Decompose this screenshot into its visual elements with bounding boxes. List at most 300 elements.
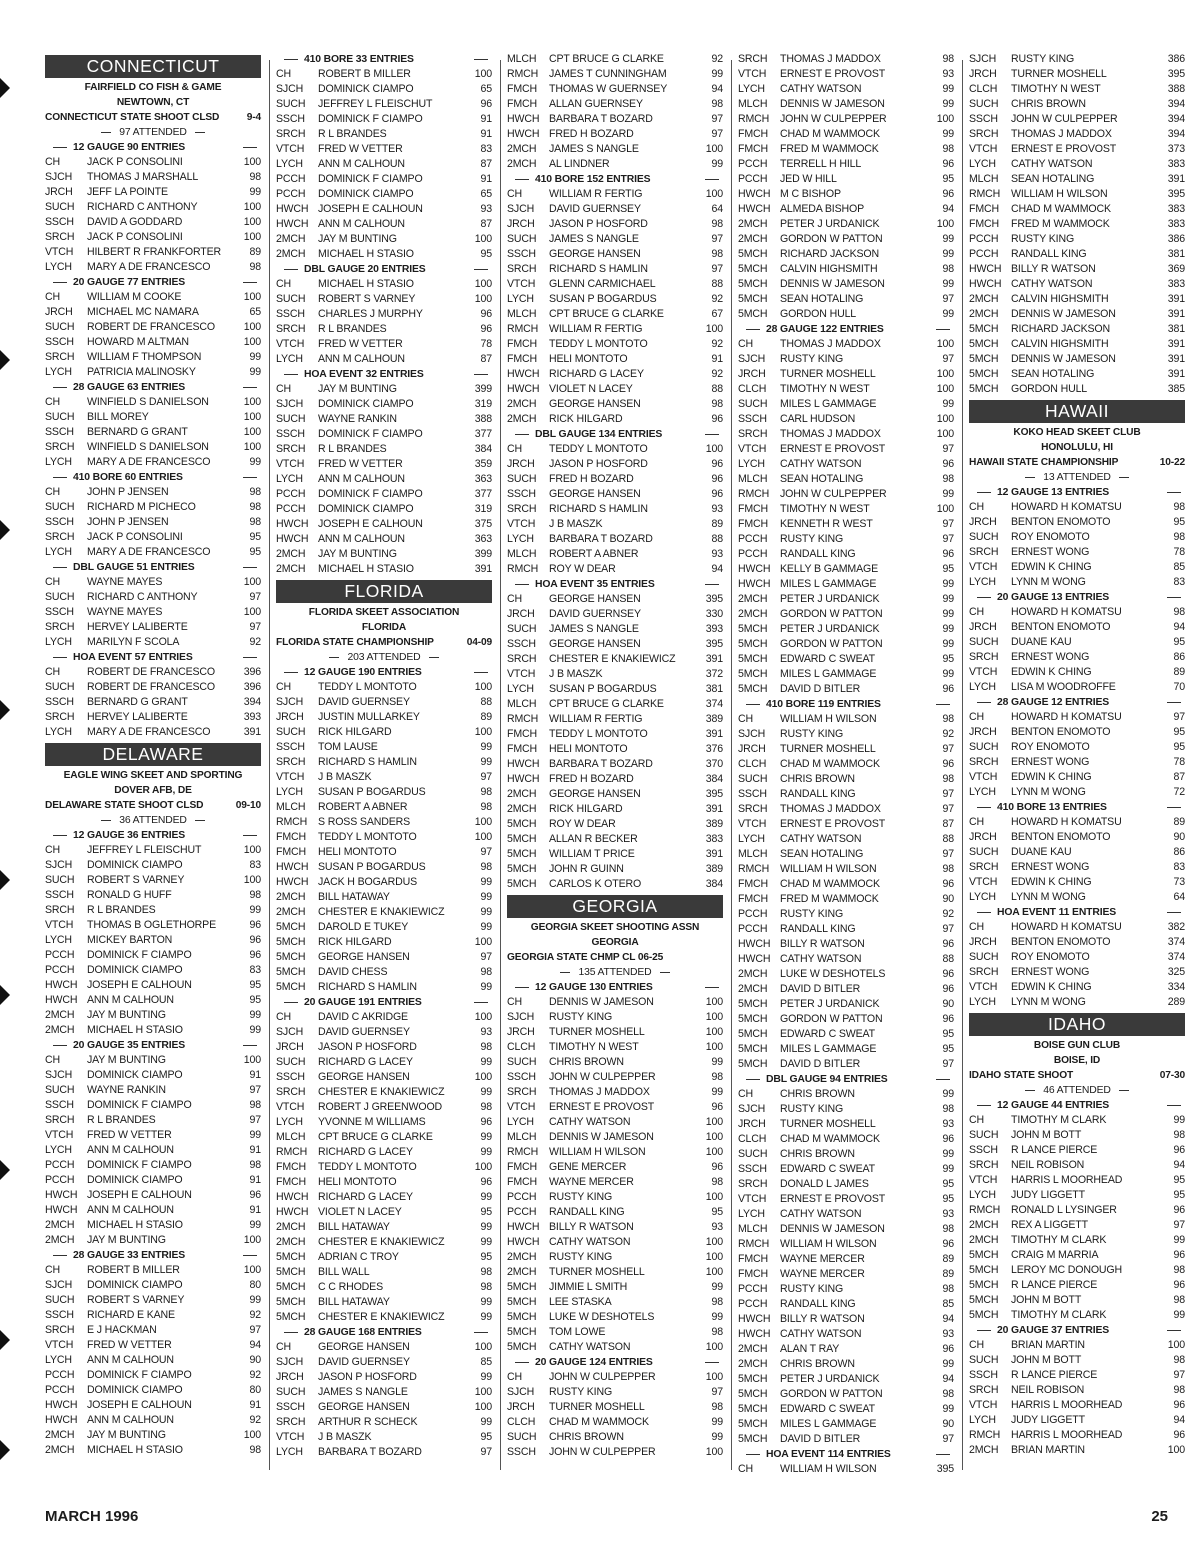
- shooter-name: DOMINICK CIAMPO: [318, 188, 414, 200]
- result-row: [738, 1102, 954, 1117]
- shooter-name: ROBERT DE FRANCESCO: [87, 681, 216, 693]
- score: 85: [942, 1298, 954, 1310]
- shooter-name: BERNARD G GRANT: [87, 426, 188, 438]
- result-row: [45, 455, 261, 470]
- score: 99: [480, 1236, 492, 1248]
- result-row: [969, 545, 1185, 560]
- shooter-name: TIMOTHY N WEST: [549, 1041, 639, 1053]
- result-row: [738, 1417, 954, 1432]
- shooter-name: MILES L GAMMAGE: [780, 668, 877, 680]
- category-code: LYCH: [969, 158, 996, 170]
- shooter-name: ROBERT S VARNEY: [87, 874, 185, 886]
- score: 88: [711, 383, 723, 395]
- score: 97: [480, 846, 492, 858]
- category-code: PCCH: [738, 1298, 768, 1310]
- score: 98: [711, 1071, 723, 1083]
- result-row: [738, 967, 954, 982]
- shooter-name: THOMAS J MADDOX: [549, 1086, 650, 1098]
- score: 99: [942, 398, 954, 410]
- score: 97: [942, 353, 954, 365]
- score: 98: [711, 218, 723, 230]
- score: 94: [1173, 1414, 1185, 1426]
- category-code: CLCH: [738, 383, 767, 395]
- result-row: [507, 1205, 723, 1220]
- category-code: PCCH: [45, 949, 75, 961]
- shooter-name: DENNIS W JAMESON: [549, 996, 654, 1008]
- shooter-name: ERNEST E PROVOST: [780, 68, 886, 80]
- result-row: [276, 217, 492, 232]
- category-code: SSCH: [45, 696, 74, 708]
- category-code: SUCH: [738, 1148, 768, 1160]
- result-row: [45, 1203, 261, 1218]
- category-code: PCCH: [45, 1174, 75, 1186]
- shooter-name: JAY M BUNTING: [318, 383, 397, 395]
- result-row: [969, 232, 1185, 247]
- result-row: [507, 652, 723, 667]
- score: 100: [705, 143, 723, 155]
- club-name: FAIRFIELD CO FISH & GAME: [84, 82, 222, 93]
- score: 91: [480, 128, 492, 140]
- category-code: SUCH: [969, 741, 999, 753]
- shooter-name: MARY A DE FRANCESCO: [87, 456, 211, 468]
- score: 334: [1167, 981, 1185, 993]
- result-row: [738, 652, 954, 667]
- result-row: [276, 875, 492, 890]
- shooter-name: ANN M CALHOUN: [318, 533, 405, 545]
- result-row: [507, 832, 723, 847]
- score: 383: [1167, 278, 1185, 290]
- result-row: [507, 337, 723, 352]
- result-row: [969, 112, 1185, 127]
- score: 96: [711, 488, 723, 500]
- score: 95: [942, 1043, 954, 1055]
- shooter-name: WILLIAM R FERTIG: [549, 188, 643, 200]
- category-code: HWCH: [276, 876, 309, 888]
- category-code: SUCH: [969, 951, 999, 963]
- event-heading: HOA EVENT 35 ENTRIES: [507, 577, 723, 592]
- score: 98: [942, 473, 954, 485]
- category-code: PCCH: [507, 1206, 537, 1218]
- shooter-name: JOHN W CULPEPPER: [549, 1371, 656, 1383]
- category-code: SUCH: [507, 1431, 537, 1443]
- event-heading: 20 GAUGE 77 ENTRIES: [45, 275, 261, 290]
- shooter-name: HELI MONTOTO: [318, 846, 397, 858]
- score: 369: [1167, 263, 1185, 275]
- result-row: [45, 1143, 261, 1158]
- result-row: [969, 82, 1185, 97]
- category-code: CH: [276, 278, 292, 290]
- category-code: VTCH: [507, 278, 536, 290]
- shooter-name: WILLIAM R FERTIG: [549, 323, 643, 335]
- category-code: VTCH: [507, 518, 536, 530]
- category-code: SRCH: [45, 621, 75, 633]
- category-code: RMCH: [969, 1429, 1001, 1441]
- category-code: PCCH: [276, 503, 306, 515]
- category-code: LYCH: [276, 353, 303, 365]
- shooter-name: WILLIAM R FERTIG: [549, 713, 643, 725]
- shooter-name: ROBERT A ABNER: [318, 801, 408, 813]
- score: 95: [480, 248, 492, 260]
- score: 99: [711, 1086, 723, 1098]
- category-code: CH: [507, 188, 523, 200]
- result-row: [45, 1158, 261, 1173]
- shooter-name: HOWARD H KOMATSU: [1011, 606, 1122, 618]
- result-row: [507, 877, 723, 892]
- result-row: [45, 290, 261, 305]
- shooter-name: DAVID GUERNSEY: [318, 1026, 410, 1038]
- score: 100: [243, 201, 261, 213]
- score: 99: [249, 1219, 261, 1231]
- shooter-name: FRED H BOZARD: [549, 773, 634, 785]
- shooter-name: JOHN M BOTT: [1011, 1354, 1082, 1366]
- category-code: VTCH: [738, 1193, 767, 1205]
- result-row: [969, 97, 1185, 112]
- result-row: [738, 727, 954, 742]
- result-row: [276, 1250, 492, 1265]
- result-row: [738, 1342, 954, 1357]
- score: 97: [1173, 1369, 1185, 1381]
- score: 90: [942, 1418, 954, 1430]
- category-code: RMCH: [738, 1238, 770, 1250]
- result-row: [45, 365, 261, 380]
- result-row: [276, 562, 492, 577]
- shoot-name: CONNECTICUT STATE SHOOT CLSD: [45, 112, 220, 123]
- score: 88: [942, 833, 954, 845]
- shooter-name: ROY ENOMOTO: [1011, 951, 1090, 963]
- result-row: [507, 352, 723, 367]
- category-code: SJCH: [276, 83, 304, 95]
- result-row: [738, 187, 954, 202]
- score: 87: [480, 158, 492, 170]
- category-code: LYCH: [45, 726, 72, 738]
- result-row: [276, 950, 492, 965]
- shooter-name: CHAD M WAMMOCK: [780, 1133, 880, 1145]
- category-code: LYCH: [276, 473, 303, 485]
- score: 90: [942, 893, 954, 905]
- shooter-name: TEDDY L MONTOTO: [318, 831, 417, 843]
- category-code: 5MCH: [507, 1326, 537, 1338]
- score: 100: [705, 1026, 723, 1038]
- category-code: 2MCH: [969, 293, 999, 305]
- result-row: [45, 978, 261, 993]
- shooter-name: ERNEST WONG: [1011, 651, 1090, 663]
- score: 98: [249, 486, 261, 498]
- club-location: GEORGIA: [591, 937, 639, 948]
- score: 94: [942, 1373, 954, 1385]
- shooter-name: SEAN HOTALING: [780, 473, 864, 485]
- results-column-1: [45, 52, 261, 1477]
- shooter-name: RANDALL KING: [780, 1298, 856, 1310]
- shooter-name: JACK P CONSOLINI: [87, 156, 183, 168]
- score: 389: [705, 818, 723, 830]
- category-code: 2MCH: [45, 1024, 75, 1036]
- score: 370: [705, 758, 723, 770]
- result-row: [276, 322, 492, 337]
- shooter-name: ERNEST WONG: [1011, 861, 1090, 873]
- shooter-name: WAYNE MERCER: [780, 1268, 865, 1280]
- result-row: [45, 843, 261, 858]
- margin-registration-mark: [0, 520, 10, 540]
- result-row: [969, 1143, 1185, 1158]
- category-code: LYCH: [738, 458, 765, 470]
- score: 96: [480, 98, 492, 110]
- result-row: [45, 605, 261, 620]
- result-row: [45, 918, 261, 933]
- category-code: HWCH: [738, 203, 771, 215]
- shoot-date: 04-09: [466, 637, 492, 648]
- category-code: 5MCH: [276, 921, 306, 933]
- result-row: [45, 933, 261, 948]
- result-row: [738, 1297, 954, 1312]
- category-code: SSCH: [969, 1369, 998, 1381]
- category-code: VTCH: [969, 981, 998, 993]
- result-row: [276, 695, 492, 710]
- shoot-name: GEORGIA STATE CHMP CL 06-25: [507, 952, 664, 963]
- category-code: RMCH: [738, 113, 770, 125]
- shooter-name: FRED W VETTER: [318, 338, 403, 350]
- score: 91: [480, 173, 492, 185]
- shooter-name: GEORGE HANSEN: [549, 398, 641, 410]
- shooter-name: LUKE W DESHOTELS: [780, 968, 886, 980]
- score: 98: [1173, 1264, 1185, 1276]
- score: 385: [1167, 383, 1185, 395]
- score: 94: [942, 203, 954, 215]
- score: 64: [1173, 891, 1185, 903]
- score: 381: [705, 683, 723, 695]
- result-row: [507, 397, 723, 412]
- score: 89: [711, 518, 723, 530]
- category-code: HWCH: [507, 128, 540, 140]
- score: 99: [249, 1129, 261, 1141]
- shooter-name: LEE STASKA: [549, 1296, 612, 1308]
- result-row: [507, 757, 723, 772]
- category-code: FMCH: [738, 518, 768, 530]
- shooter-name: TIMOTHY M CLARK: [1011, 1114, 1107, 1126]
- score: 87: [1173, 771, 1185, 783]
- category-code: SRCH: [738, 803, 768, 815]
- result-row: [507, 517, 723, 532]
- result-row: [507, 277, 723, 292]
- shooter-name: DAVID GUERNSEY: [549, 608, 641, 620]
- score: 86: [1173, 651, 1185, 663]
- shooter-name: RICHARD M PICHECO: [87, 501, 196, 513]
- category-code: 5MCH: [738, 668, 768, 680]
- shooter-name: TURNER MOSHELL: [780, 743, 876, 755]
- category-code: SUCH: [276, 1386, 306, 1398]
- score: 98: [942, 53, 954, 65]
- category-code: HWCH: [969, 278, 1002, 290]
- category-code: SUCH: [507, 1056, 537, 1068]
- club-name: FLORIDA SKEET ASSOCIATION: [308, 607, 460, 618]
- result-row: [507, 1340, 723, 1355]
- shooter-name: SEAN HOTALING: [780, 293, 864, 305]
- category-code: RMCH: [738, 863, 770, 875]
- state-banner: IDAHO: [969, 1013, 1185, 1036]
- result-row: [276, 1280, 492, 1295]
- category-code: LYCH: [969, 1414, 996, 1426]
- shooter-name: R L BRANDES: [87, 904, 156, 916]
- result-row: [276, 1025, 492, 1040]
- score: 97: [249, 1084, 261, 1096]
- shooter-name: MARY A DE FRANCESCO: [87, 726, 211, 738]
- score: 100: [243, 156, 261, 168]
- shooter-name: TURNER MOSHELL: [780, 368, 876, 380]
- result-row: [738, 1432, 954, 1447]
- result-row: [738, 982, 954, 997]
- category-code: 5MCH: [276, 936, 306, 948]
- score: 99: [249, 186, 261, 198]
- result-row: [969, 965, 1185, 980]
- category-code: JRCH: [45, 186, 73, 198]
- result-row: [507, 547, 723, 562]
- category-code: 5MCH: [276, 966, 306, 978]
- shooter-name: GORDON HULL: [780, 308, 857, 320]
- category-code: SSCH: [738, 788, 767, 800]
- score: 93: [711, 503, 723, 515]
- score: 396: [243, 666, 261, 678]
- score: 96: [942, 1013, 954, 1025]
- score: 100: [474, 816, 492, 828]
- shooter-name: RICHARD JACKSON: [780, 248, 879, 260]
- category-code: JRCH: [45, 306, 73, 318]
- result-row: [969, 1293, 1185, 1308]
- category-code: CH: [45, 1054, 61, 1066]
- score: 99: [942, 98, 954, 110]
- score: 386: [1167, 233, 1185, 245]
- result-row: [276, 247, 492, 262]
- result-row: [969, 157, 1185, 172]
- result-row: [276, 1070, 492, 1085]
- score: 98: [480, 861, 492, 873]
- category-code: CH: [738, 713, 754, 725]
- result-row: [969, 830, 1185, 845]
- result-row: [276, 845, 492, 860]
- category-code: LYCH: [45, 366, 72, 378]
- event-heading: 28 GAUGE 168 ENTRIES: [276, 1325, 492, 1340]
- shooter-name: EDWIN K CHING: [1011, 561, 1092, 573]
- shooter-name: WAYNE MAYES: [87, 606, 163, 618]
- shooter-name: LYNN M WONG: [1011, 996, 1086, 1008]
- score: 99: [711, 68, 723, 80]
- result-row: [969, 1128, 1185, 1143]
- shooter-name: JED W HILL: [780, 173, 837, 185]
- shooter-name: BILLY R WATSON: [549, 1221, 634, 1233]
- score: 65: [480, 83, 492, 95]
- category-code: RMCH: [969, 188, 1001, 200]
- result-row: [507, 202, 723, 217]
- shooter-name: CHAD M WAMMOCK: [780, 758, 880, 770]
- club-location: BOISE, ID: [1053, 1055, 1101, 1066]
- score: 97: [249, 1324, 261, 1336]
- category-code: SUCH: [738, 398, 768, 410]
- shooter-name: ERNEST WONG: [1011, 756, 1090, 768]
- category-code: 2MCH: [276, 906, 306, 918]
- shooter-name: MILES L GAMMAGE: [780, 398, 877, 410]
- score: 89: [1173, 816, 1185, 828]
- category-code: SUCH: [45, 411, 75, 423]
- category-code: SRCH: [969, 861, 999, 873]
- result-row: [276, 920, 492, 935]
- result-row: [45, 440, 261, 455]
- category-code: PCCH: [738, 548, 768, 560]
- category-code: HWCH: [738, 938, 771, 950]
- result-row: [276, 680, 492, 695]
- category-code: SUCH: [969, 531, 999, 543]
- score: 80: [249, 1384, 261, 1396]
- category-code: 5MCH: [969, 368, 999, 380]
- score: 386: [1167, 53, 1185, 65]
- shooter-name: MICKEY BARTON: [87, 934, 173, 946]
- shooter-name: LYNN M WONG: [1011, 576, 1086, 588]
- margin-registration-mark: [0, 350, 10, 370]
- score: 99: [480, 1371, 492, 1383]
- category-code: SSCH: [45, 216, 74, 228]
- shooter-name: BARBARA T BOZARD: [318, 1446, 422, 1458]
- shooter-name: J B MASZK: [318, 1431, 372, 1443]
- score: 100: [243, 844, 261, 856]
- result-row: [969, 950, 1185, 965]
- shooter-name: CATHY WATSON: [1011, 278, 1093, 290]
- category-code: JRCH: [507, 218, 535, 230]
- score: 88: [480, 696, 492, 708]
- result-row: [507, 667, 723, 682]
- score: 99: [942, 128, 954, 140]
- category-code: 2MCH: [969, 1444, 999, 1456]
- category-code: SRCH: [507, 1086, 537, 1098]
- score: 90: [942, 998, 954, 1010]
- category-code: 5MCH: [738, 1433, 768, 1445]
- category-code: 2MCH: [45, 1429, 75, 1441]
- score: 98: [480, 801, 492, 813]
- event-heading: HOA EVENT 32 ENTRIES: [276, 367, 492, 382]
- result-row: [738, 277, 954, 292]
- score: 99: [480, 741, 492, 753]
- score: 99: [711, 158, 723, 170]
- category-code: LYCH: [45, 546, 72, 558]
- score: 99: [711, 1281, 723, 1293]
- category-code: VTCH: [276, 1431, 305, 1443]
- score: 95: [942, 563, 954, 575]
- shooter-name: TURNER MOSHELL: [549, 1026, 645, 1038]
- issue-date: MARCH 1996: [45, 1508, 139, 1525]
- category-code: 2MCH: [507, 143, 537, 155]
- result-row: [45, 963, 261, 978]
- score: 100: [936, 428, 954, 440]
- category-code: VTCH: [738, 68, 767, 80]
- category-code: CH: [276, 1341, 292, 1353]
- shooter-name: CHAD M WAMMOCK: [780, 878, 880, 890]
- result-row: [507, 1085, 723, 1100]
- shooter-name: R L BRANDES: [318, 443, 387, 455]
- score: 100: [474, 233, 492, 245]
- score: 96: [711, 473, 723, 485]
- shooter-name: RUSTY KING: [780, 1283, 844, 1295]
- category-code: SUCH: [276, 293, 306, 305]
- category-code: JRCH: [507, 608, 535, 620]
- shooter-name: RUSTY KING: [1011, 53, 1075, 65]
- score: 97: [942, 533, 954, 545]
- score: 391: [1167, 353, 1185, 365]
- shooter-name: JAMES S NANGLE: [549, 623, 639, 635]
- category-code: CH: [45, 396, 61, 408]
- result-row: [969, 1278, 1185, 1293]
- category-code: 2MCH: [276, 548, 306, 560]
- result-row: [969, 605, 1185, 620]
- score: 100: [705, 1341, 723, 1353]
- category-code: SRCH: [45, 231, 75, 243]
- result-row: [969, 1443, 1185, 1458]
- result-row: [276, 1160, 492, 1175]
